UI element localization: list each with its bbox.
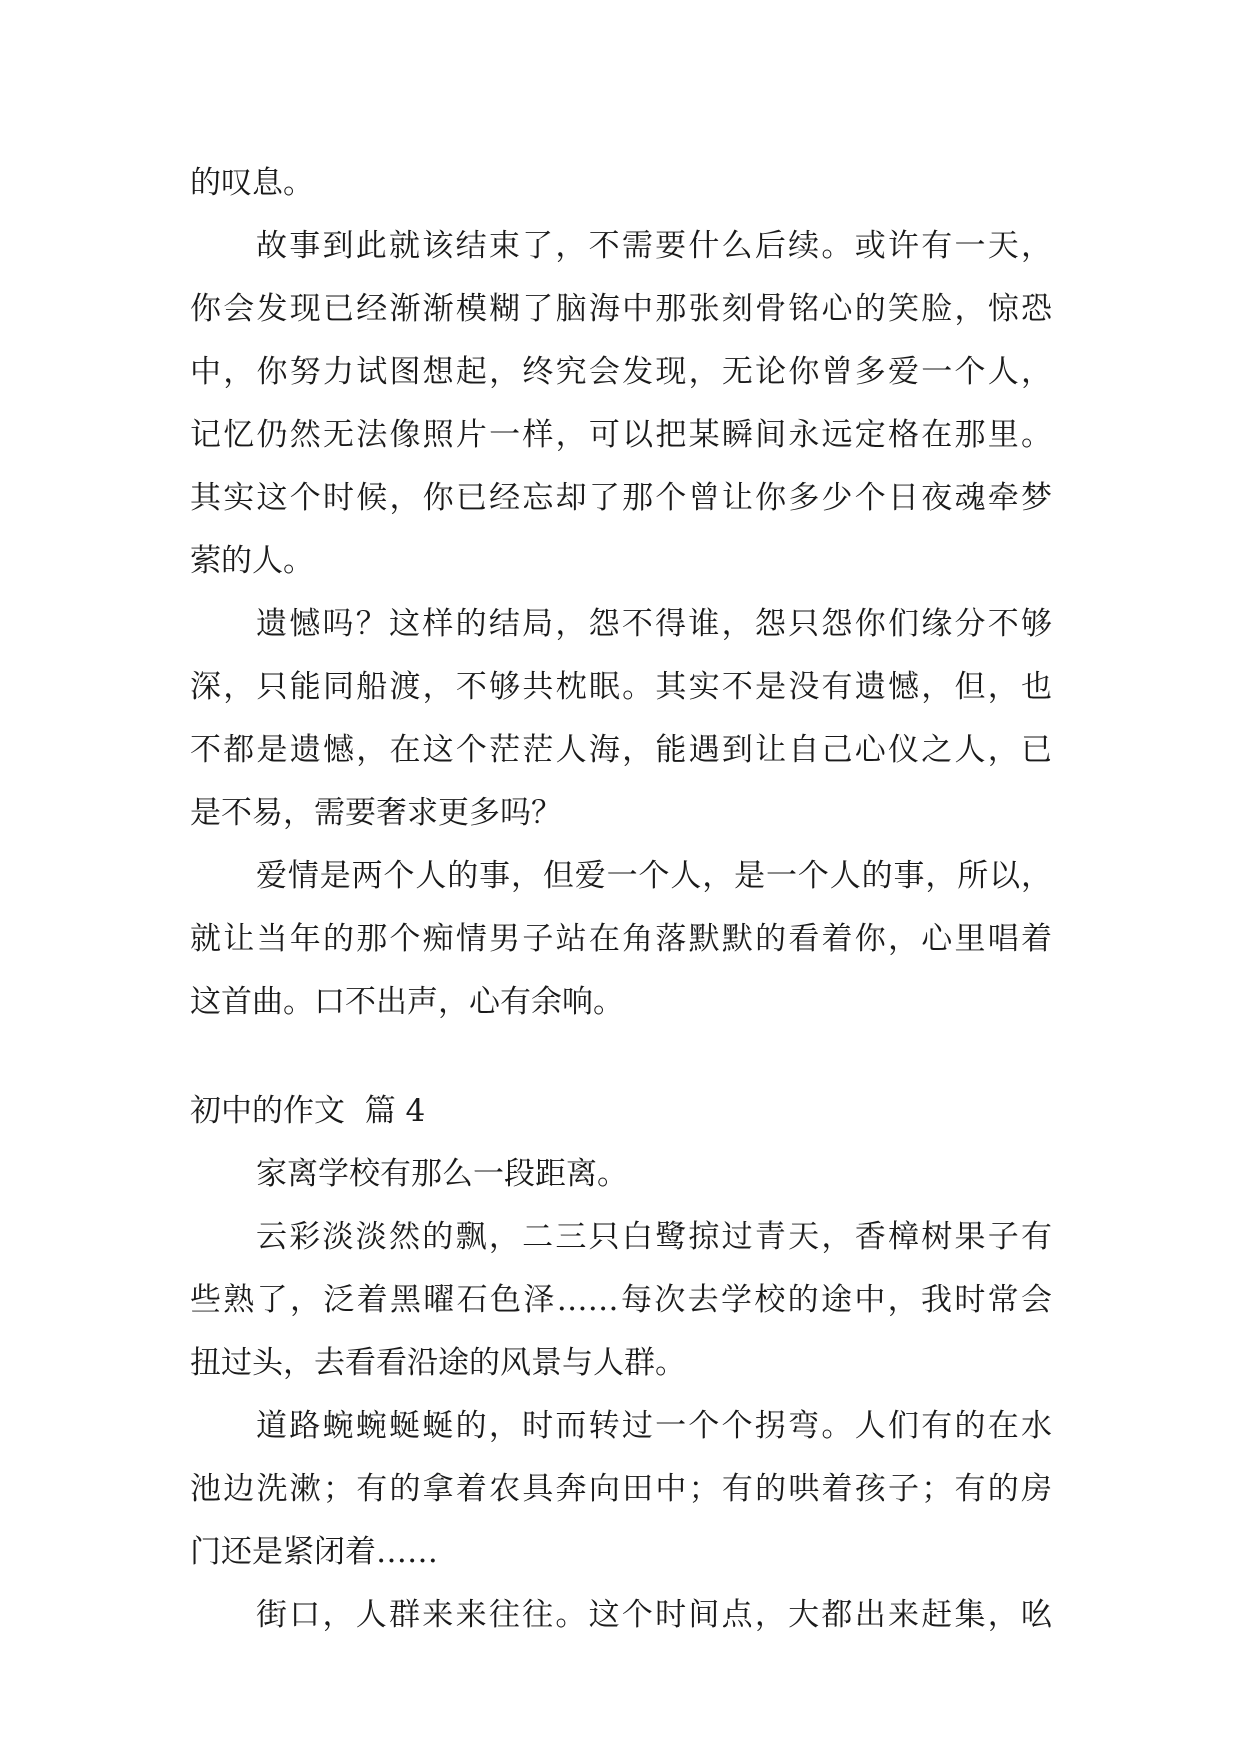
- text-line: 深，只能同船渡，不够共枕眠。其实不是没有遗憾，但，也: [190, 669, 1052, 705]
- text-line: 家离学校有那么一段距离。: [256, 1156, 628, 1192]
- text-line: 些熟了，泛着黑曜石色泽……每次去学校的途中，我时常会: [190, 1282, 1052, 1318]
- text-line: 爱情是两个人的事，但爱一个人，是一个人的事，所以，: [256, 858, 1052, 894]
- text-line: 道路蜿蜿蜒蜒的，时而转过一个个拐弯。人们有的在水: [256, 1408, 1052, 1444]
- paragraph: [190, 152, 1052, 215]
- text-line: 萦的人。: [190, 543, 314, 579]
- text-line: 不都是遗憾，在这个茫茫人海，能遇到让自己心仪之人，已: [190, 732, 1052, 768]
- paragraph: [190, 1395, 1052, 1584]
- paragraph: [190, 845, 1052, 1034]
- text-line: 遗憾吗？这样的结局，怨不得谁，怨只怨你们缘分不够: [256, 606, 1052, 642]
- text-line: 故事到此就该结束了，不需要什么后续。或许有一天，: [256, 228, 1052, 264]
- section-spacer: [190, 1034, 1052, 1080]
- text-line: 你会发现已经渐渐模糊了脑海中那张刻骨铭心的笑脸，惊恐: [190, 291, 1052, 327]
- paragraph: [190, 215, 1052, 593]
- paragraph: [190, 1206, 1052, 1395]
- text-line: 就让当年的那个痴情男子站在角落默默的看着你，心里唱着: [190, 921, 1052, 957]
- text-line: 中，你努力试图想起，终究会发现，无论你曾多爱一个人，: [190, 354, 1052, 390]
- section-heading: 初中的作文 篇 4: [190, 1093, 426, 1129]
- document-page: [190, 152, 1052, 1647]
- text-line: 的叹息。: [190, 165, 314, 201]
- text-line: 这首曲。口不出声，心有余响。: [190, 984, 624, 1020]
- text-line: 是不易，需要奢求更多吗？: [190, 795, 562, 831]
- text-line: 门还是紧闭着……: [190, 1534, 438, 1570]
- text-line: 云彩淡淡然的飘，二三只白鹭掠过青天，香樟树果子有: [256, 1219, 1052, 1255]
- text-line: 扭过头，去看看沿途的风景与人群。: [190, 1345, 686, 1381]
- paragraph: [190, 593, 1052, 845]
- text-line: 街口，人群来来往往。这个时间点，大都出来赶集，吆: [256, 1597, 1052, 1633]
- text-line: 其实这个时候，你已经忘却了那个曾让你多少个日夜魂牵梦: [190, 480, 1052, 516]
- paragraph: [190, 1584, 1052, 1647]
- paragraph: [190, 1143, 1052, 1206]
- text-line: 记忆仍然无法像照片一样，可以把某瞬间永远定格在那里。: [190, 417, 1052, 453]
- text-line: 池边洗漱；有的拿着农具奔向田中；有的哄着孩子；有的房: [190, 1471, 1052, 1507]
